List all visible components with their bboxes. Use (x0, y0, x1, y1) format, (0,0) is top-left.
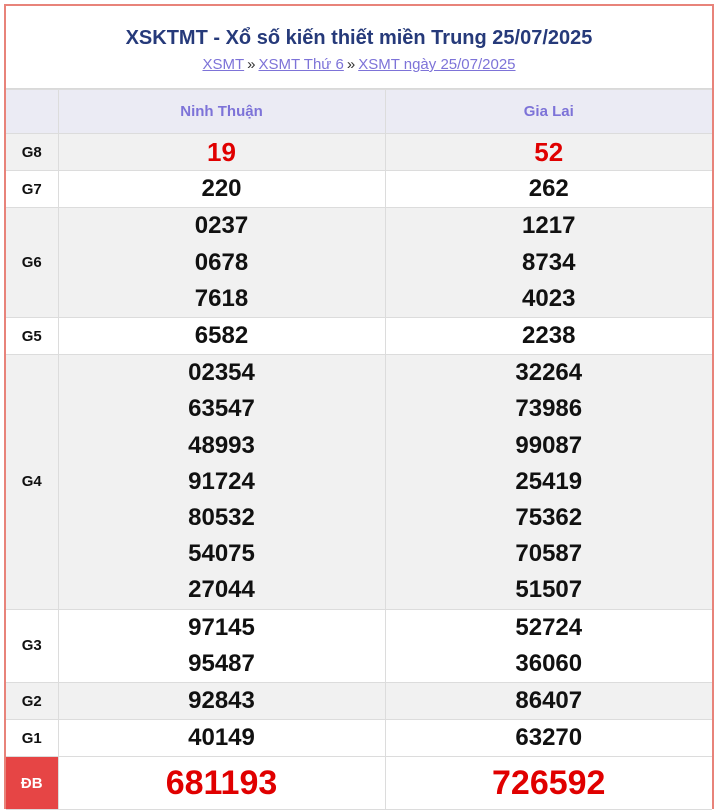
prize-number: 220 (201, 175, 242, 203)
prize-cell (58, 318, 385, 355)
page-title: XSKTMT - Xổ số kiến thiết miền Trung 25/07/2025 (125, 27, 593, 49)
breadcrumb-separator: » (247, 56, 256, 73)
breadcrumb-link-weekday[interactable]: XSMT Thứ 6 (258, 56, 344, 73)
prize-number: 8734 (522, 248, 576, 276)
prize-cell (58, 683, 385, 720)
prize-cell (58, 720, 385, 757)
prize-cell (385, 609, 712, 682)
prize-number: 2238 (522, 322, 576, 350)
prize-row (6, 720, 712, 757)
prize-label: G8 (6, 134, 58, 171)
prize-cell (58, 134, 385, 171)
prize-label: G1 (6, 720, 58, 757)
prize-cell (385, 171, 712, 208)
prize-cell (385, 683, 712, 720)
prize-label-header (6, 90, 58, 134)
prize-number: 99087 (515, 431, 583, 459)
results-header (6, 6, 712, 89)
prize-number: 73986 (515, 395, 583, 423)
prize-number: 52 (534, 137, 564, 167)
prize-number: 80532 (188, 504, 255, 532)
prize-number: 19 (207, 137, 236, 167)
prize-row (6, 171, 712, 208)
prize-number: 02354 (188, 359, 255, 387)
province-header-gia-lai: Gia Lai (385, 90, 712, 134)
prize-label: G6 (6, 208, 58, 318)
prize-number: 95487 (188, 649, 255, 677)
prize-row (6, 318, 712, 355)
prize-number: 6582 (194, 322, 249, 350)
prize-number: 0678 (194, 248, 249, 276)
prize-number: 25419 (515, 467, 583, 495)
prize-cell (385, 208, 712, 318)
breadcrumb-link-xsmt[interactable]: XSMT (202, 56, 245, 73)
prize-number: 70587 (515, 540, 583, 568)
prize-cell (58, 757, 385, 810)
prize-label: G4 (6, 355, 58, 609)
prize-row (6, 683, 712, 720)
prize-number: 262 (528, 175, 569, 203)
prize-cell (385, 757, 712, 810)
prize-number: 7618 (194, 284, 249, 312)
prize-number: 27044 (188, 576, 255, 604)
prize-label: G5 (6, 318, 58, 355)
prize-number: 726592 (492, 764, 606, 803)
prize-number: 97145 (188, 613, 255, 641)
prize-number: 75362 (515, 504, 583, 532)
prize-number: 91724 (188, 467, 255, 495)
results-table (6, 89, 712, 810)
prize-cell (385, 318, 712, 355)
prize-number: 92843 (188, 687, 255, 715)
prize-number: 52724 (515, 613, 583, 641)
prize-number: 32264 (515, 359, 583, 387)
prize-number: 1217 (522, 212, 576, 240)
prize-table-body (6, 134, 712, 810)
prize-row (6, 355, 712, 609)
prize-number: 4023 (522, 284, 576, 312)
prize-number: 48993 (188, 431, 255, 459)
prize-label: ĐB (6, 757, 58, 810)
prize-row (6, 134, 712, 171)
prize-cell (58, 208, 385, 318)
prize-cell (385, 355, 712, 609)
breadcrumb (6, 55, 712, 75)
prize-number: 681193 (165, 764, 278, 803)
prize-row (6, 757, 712, 810)
prize-number: 36060 (515, 649, 583, 677)
prize-cell (58, 171, 385, 208)
prize-label: G3 (6, 609, 58, 682)
prize-label: G7 (6, 171, 58, 208)
province-header-row (6, 90, 712, 134)
prize-number: 63270 (515, 724, 583, 752)
prize-number: 86407 (515, 687, 583, 715)
prize-cell (385, 134, 712, 171)
prize-label: G2 (6, 683, 58, 720)
prize-number: 54075 (188, 540, 255, 568)
prize-row (6, 208, 712, 318)
prize-cell (58, 609, 385, 682)
prize-number: 40149 (188, 724, 255, 752)
prize-number: 51507 (515, 576, 583, 604)
results-panel (4, 4, 714, 809)
breadcrumb-link-date[interactable]: XSMT ngày 25/07/2025 (358, 56, 516, 73)
prize-number: 0237 (194, 212, 249, 240)
prize-number: 63547 (188, 395, 255, 423)
prize-cell (385, 720, 712, 757)
province-header-ninh-thuan: Ninh Thuận (58, 90, 385, 134)
prize-cell (58, 355, 385, 609)
breadcrumb-separator: » (346, 56, 356, 73)
prize-row (6, 609, 712, 682)
